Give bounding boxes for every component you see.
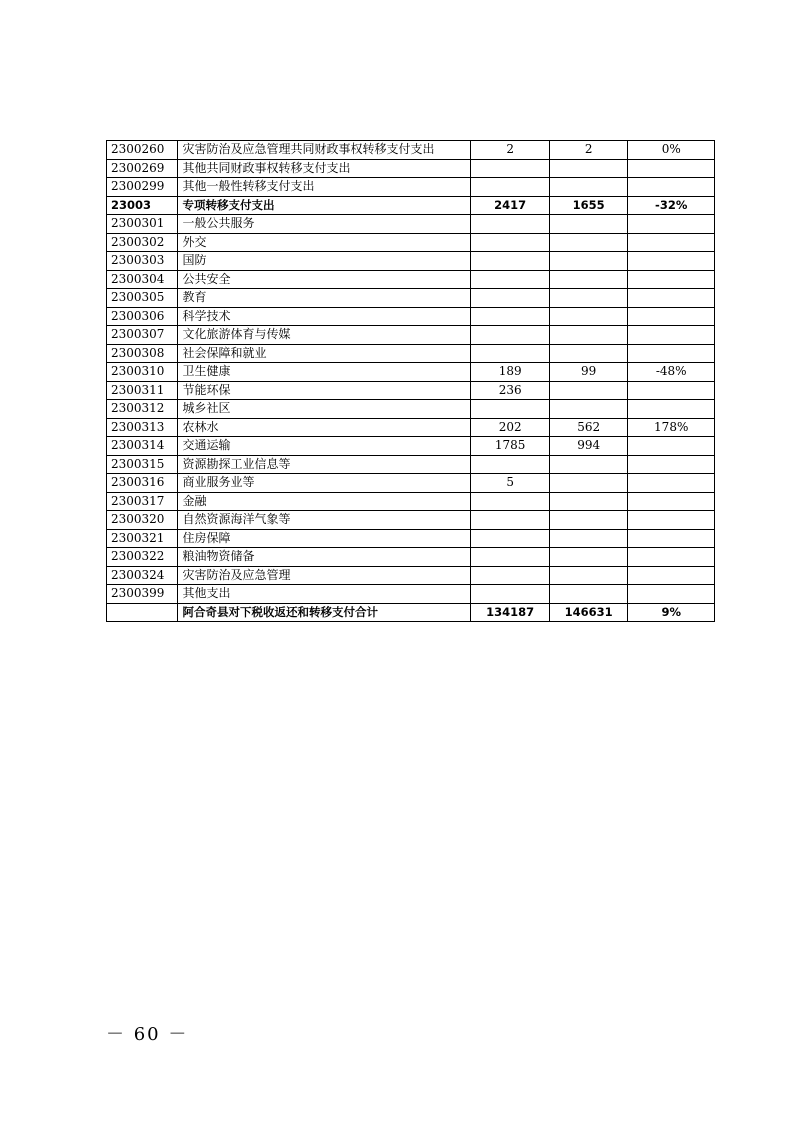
value-cell-2 [549,344,628,363]
name-cell: 公共安全 [178,270,471,289]
name-cell: 农林水 [178,418,471,437]
value-cell-2 [549,529,628,548]
value-cell-1: 1785 [471,437,550,456]
percent-cell: 9% [628,603,715,622]
percent-cell [628,474,715,493]
percent-cell [628,307,715,326]
value-cell-2 [549,511,628,530]
value-cell-2 [549,381,628,400]
name-cell: 资源勘探工业信息等 [178,455,471,474]
code-cell: 2300312 [107,400,178,419]
value-cell-2 [549,233,628,252]
code-cell: 2300315 [107,455,178,474]
percent-cell [628,381,715,400]
value-cell-1 [471,344,550,363]
name-cell: 交通运输 [178,437,471,456]
value-cell-1 [471,585,550,604]
value-cell-2 [549,566,628,585]
code-cell: 2300316 [107,474,178,493]
code-cell: 2300304 [107,270,178,289]
value-cell-2 [549,307,628,326]
name-cell: 专项转移支付支出 [178,196,471,215]
code-cell: 2300305 [107,289,178,308]
name-cell: 社会保障和就业 [178,344,471,363]
value-cell-2 [549,492,628,511]
percent-cell [628,326,715,345]
name-cell: 自然资源海洋气象等 [178,511,471,530]
table-row [107,418,715,437]
table-row [107,603,715,622]
value-cell-2 [549,474,628,493]
table-row [107,141,715,160]
value-cell-2: 562 [549,418,628,437]
value-cell-1 [471,159,550,178]
percent-cell [628,548,715,567]
percent-cell [628,529,715,548]
percent-cell [628,511,715,530]
budget-table-body [107,141,715,622]
name-cell: 商业服务业等 [178,474,471,493]
value-cell-1: 2417 [471,196,550,215]
value-cell-1: 236 [471,381,550,400]
value-cell-1: 134187 [471,603,550,622]
code-cell: 2300317 [107,492,178,511]
code-cell: 2300322 [107,548,178,567]
table-row [107,252,715,271]
code-cell: 2300303 [107,252,178,271]
table-row [107,455,715,474]
value-cell-1 [471,455,550,474]
name-cell: 节能环保 [178,381,471,400]
table-row [107,566,715,585]
name-cell: 城乡社区 [178,400,471,419]
table-row [107,178,715,197]
code-cell: 2300308 [107,344,178,363]
value-cell-2 [549,159,628,178]
name-cell: 灾害防治及应急管理 [178,566,471,585]
name-cell: 文化旅游体育与传媒 [178,326,471,345]
code-cell: 2300313 [107,418,178,437]
code-cell: 2300399 [107,585,178,604]
value-cell-2: 994 [549,437,628,456]
value-cell-2 [549,178,628,197]
table-row [107,548,715,567]
value-cell-1 [471,529,550,548]
value-cell-2: 2 [549,141,628,160]
name-cell: 灾害防治及应急管理共同财政事权转移支付支出 [178,141,471,160]
code-cell: 2300269 [107,159,178,178]
value-cell-2 [549,289,628,308]
value-cell-1 [471,233,550,252]
value-cell-2 [549,270,628,289]
value-cell-1 [471,252,550,271]
percent-cell [628,178,715,197]
name-cell: 其他一般性转移支付支出 [178,178,471,197]
value-cell-1: 189 [471,363,550,382]
table-row [107,437,715,456]
name-cell: 科学技术 [178,307,471,326]
code-cell: 2300314 [107,437,178,456]
code-cell: 2300306 [107,307,178,326]
table-row [107,159,715,178]
percent-cell [628,566,715,585]
code-cell: 2300310 [107,363,178,382]
percent-cell [628,455,715,474]
value-cell-1: 202 [471,418,550,437]
name-cell: 教育 [178,289,471,308]
percent-cell [628,400,715,419]
name-cell: 粮油物资储备 [178,548,471,567]
table-row [107,492,715,511]
value-cell-1 [471,566,550,585]
table-row [107,270,715,289]
table-row [107,381,715,400]
code-cell: 2300260 [107,141,178,160]
name-cell: 阿合奇县对下税收返还和转移支付合计 [178,603,471,622]
budget-table [106,140,715,622]
code-cell: 2300299 [107,178,178,197]
percent-cell [628,437,715,456]
percent-cell: 178% [628,418,715,437]
percent-cell [628,252,715,271]
table-row [107,529,715,548]
value-cell-1 [471,492,550,511]
name-cell: 其他支出 [178,585,471,604]
value-cell-1: 2 [471,141,550,160]
percent-cell: 0% [628,141,715,160]
percent-cell [628,270,715,289]
value-cell-1 [471,307,550,326]
table-row [107,511,715,530]
code-cell: 2300311 [107,381,178,400]
value-cell-2 [549,585,628,604]
value-cell-1 [471,270,550,289]
table-row [107,307,715,326]
value-cell-2: 1655 [549,196,628,215]
table-row [107,289,715,308]
name-cell: 卫生健康 [178,363,471,382]
table-row [107,585,715,604]
code-cell: 2300324 [107,566,178,585]
code-cell: 2300321 [107,529,178,548]
table-row [107,363,715,382]
name-cell: 其他共同财政事权转移支付支出 [178,159,471,178]
name-cell: 国防 [178,252,471,271]
value-cell-2 [549,455,628,474]
name-cell: 住房保障 [178,529,471,548]
code-cell: 23003 [107,196,178,215]
value-cell-1 [471,400,550,419]
percent-cell [628,215,715,234]
page-number: － 60 － [106,1024,189,1045]
value-cell-1 [471,548,550,567]
percent-cell: -32% [628,196,715,215]
code-cell: 2300320 [107,511,178,530]
code-cell [107,603,178,622]
table-row [107,400,715,419]
value-cell-1 [471,326,550,345]
table-row [107,344,715,363]
value-cell-1 [471,511,550,530]
percent-cell [628,233,715,252]
table-row [107,474,715,493]
value-cell-2 [549,548,628,567]
code-cell: 2300301 [107,215,178,234]
table-row [107,196,715,215]
percent-cell [628,344,715,363]
table-row [107,233,715,252]
value-cell-2 [549,215,628,234]
percent-cell [628,159,715,178]
code-cell: 2300302 [107,233,178,252]
percent-cell [628,289,715,308]
value-cell-2 [549,400,628,419]
name-cell: 外交 [178,233,471,252]
name-cell: 金融 [178,492,471,511]
value-cell-1 [471,178,550,197]
percent-cell: -48% [628,363,715,382]
table-row [107,215,715,234]
name-cell: 一般公共服务 [178,215,471,234]
value-cell-1: 5 [471,474,550,493]
percent-cell [628,585,715,604]
code-cell: 2300307 [107,326,178,345]
value-cell-1 [471,289,550,308]
value-cell-2 [549,326,628,345]
value-cell-1 [471,215,550,234]
percent-cell [628,492,715,511]
value-cell-2: 146631 [549,603,628,622]
table-row [107,326,715,345]
value-cell-2: 99 [549,363,628,382]
value-cell-2 [549,252,628,271]
